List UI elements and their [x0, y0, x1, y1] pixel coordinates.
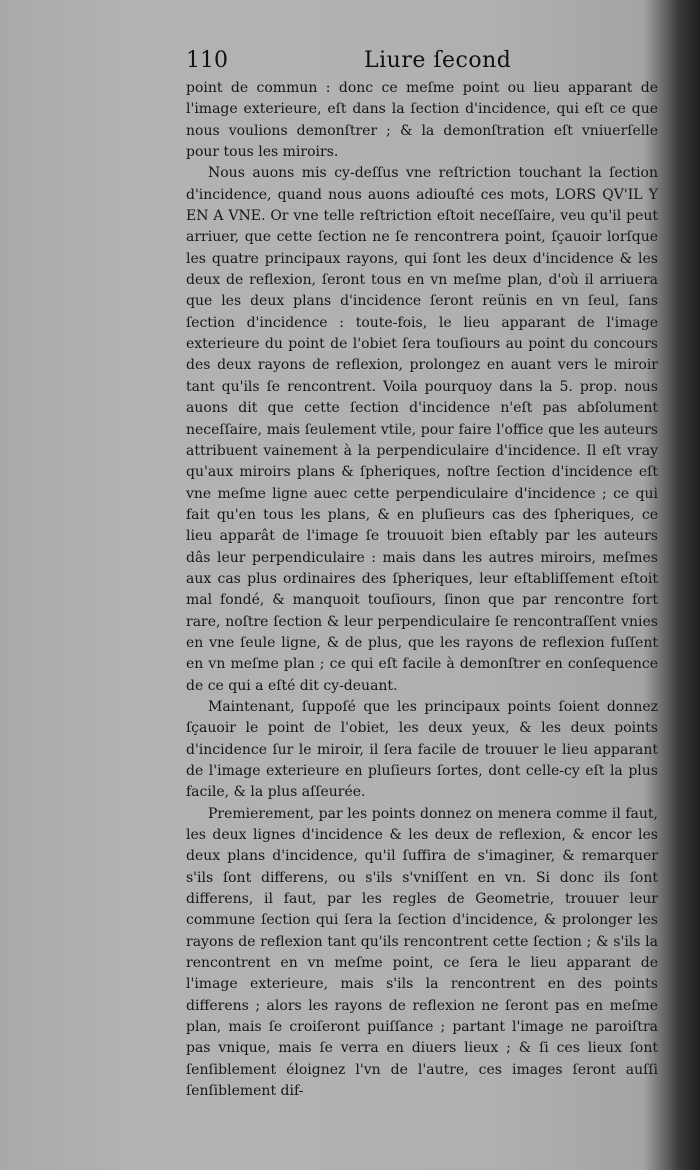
page-header [186, 48, 656, 76]
paragraph: Maintenant, ſuppoſé que les principaux points ſoient donnez ſçauoir le point de l'obiet, les deux yeux, & les deux points d'incidence ſur le miroir, il ſera facile de trouuer le lieu apparant de l'image exterieure en pluſieurs ſortes, dont celle-cy eſt la plus facile, & la plus aſſeurée. [186, 698, 658, 801]
body-text [186, 78, 658, 1103]
running-head: Liure ſecond [364, 48, 512, 73]
paragraph: point de commun : donc ce meſme point ou lieu apparant de l'image exterieure, eſt dans la ſection d'incidence, qui eſt ce que nous voulions demonſtrer ; & la demonſtration eſt vniuerſelle pour tous les miroirs. [186, 80, 658, 161]
paragraph: Nous auons mis cy-deſſus vne reſtriction touchant la ſection d'incidence, quand nous auons adiouſté ces mots, LORS QV'IL Y EN A VNE. Or vne telle reſtriction eſtoit neceſſaire, veu qu'il peut arriuer, que cette ſection ne ſe rencontrera point, ſçauoir lorſque les quatre principaux rayons, qui ſont les deux d'incidence & les deux de reflexion, ſeront tous en vn meſme plan, d'où il arriuera que les deux plans d'incidence ſeront reünis en vn ſeul, ſans ſection d'incidence : toute-fois, le lieu apparant de l'image exterieure du point de l'obiet ſera touſiours au point du concours des deux rayons de reflexion, prolongez en auant vers le miroir tant qu'ils ſe rencontrent. Voila pourquoy dans la 5. prop. nous auons dit que cette ſection d'incidence n'eſt pas abſolument neceſſaire, mais ſeulement vtile, pour faire l'office que les auteurs attribuent vainement à la perpendiculaire d'incidence. Il eſt vray qu'aux miroirs plans & ſpheriques, noſtre ſection d'incidence eſt vne meſme ligne auec cette perpendiculaire d'incidence ; ce qui fait qu'en tous les plans, & en pluſieurs cas des ſpheriques, ce lieu apparât de l'image ſe trouuoit bien eſtably par les auteurs dâs leur perpendiculaire : mais dans les autres miroirs, meſmes aux cas plus ordinaires des ſpheriques, leur eſtabliſſement eſtoit mal fondé, & manquoit touſiours, ſinon que par rencontre fort rare, noſtre ſection & leur perpendiculaire ſe rencontraſſent vnies en vne ſeule ligne, & de plus, que les rayons de reflexion fuſſent en vn meſme plan ; ce qui eſt facile à demonſtrer en conſequence de ce qui a eſté dit cy-deuant. [186, 165, 658, 694]
page-number: 110 [186, 48, 228, 73]
paragraph: Premierement, par les points donnez on menera comme il faut, les deux lignes d'incidence & les deux de reflexion, & encor les deux plans d'incidence, qu'il ſuffira de s'imaginer, & remarquer s'ils ſont differens, ou s'ils s'vniſſent en vn. Si donc ils ſont differens, il faut, par les regles de Geometrie, trouuer leur commune ſection qui ſera la ſection d'incidence, & prolonger les rayons de reflexion tant qu'ils rencontrent cette ſection ; & s'ils la rencontrent en vn meſme point, ce ſera le lieu apparant de l'image exterieure, mais s'ils la rencontrent en des points differens ; alors les rayons de reflexion ne ſeront pas en meſme plan, mais ſe croiſeront puiſſance ; partant l'image ne paroiſtra pas vnique, mais ſe verra en diuers lieux ; & ſi ces lieux ſont ſenſiblement éloignez l'vn de l'autre, ces images ſeront auſſi ſenſiblement dif- [186, 805, 658, 1100]
